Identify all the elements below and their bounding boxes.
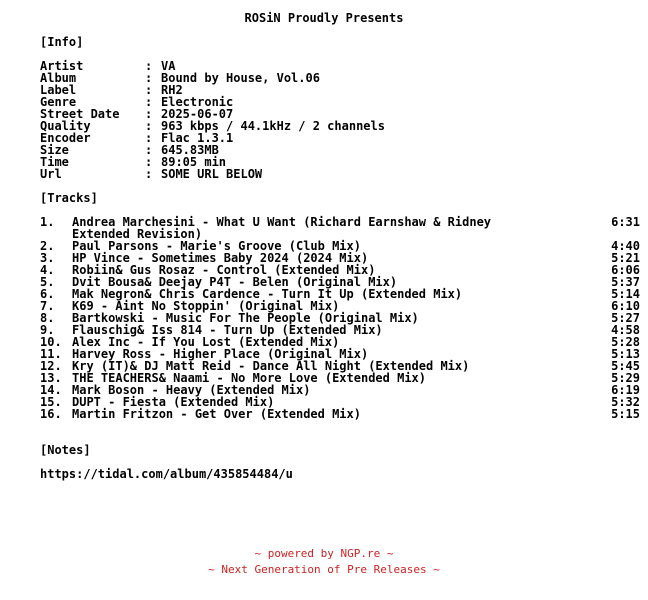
track-title: Kry (IT)& DJ Matt Reid - Dance All Night (Extended Mix) [72, 359, 470, 373]
track-duration: 5:29 [611, 371, 640, 385]
track-duration: 5:15 [611, 407, 640, 421]
track-row: 2. Paul Parsons - Marie's Groove (Club Mix) 4:40 [40, 239, 640, 253]
track-title: Alex Inc - If You Lost (Extended Mix) [72, 335, 340, 349]
info-row-encoder: Encoder : Flac 1.3.1 [40, 131, 234, 145]
track-title: THE TEACHERS& Naami - No More Love (Extended Mix) [72, 371, 427, 385]
track-title: Andrea Marchesini - What U Want (Richard Earnshaw & Ridney [72, 215, 492, 229]
track-title: Dvit Bousa& Deejay P4T - Belen (Original Mix) [72, 275, 398, 289]
track-duration: 5:14 [611, 287, 640, 301]
footer-powered-by: ~ powered by NGP.re ~ [254, 547, 394, 560]
track-row: 3. HP Vince - Sometimes Baby 2024 (2024 Mix) 5:21 [40, 251, 640, 265]
track-row: 1. Andrea Marchesini - What U Want (Richard Earnshaw & Ridney 6:31 [40, 215, 640, 229]
track-duration: 6:19 [611, 383, 640, 397]
track-duration: 5:27 [611, 311, 640, 325]
info-row-url: Url : SOME URL BELOW [40, 167, 263, 181]
track-title: Robiin& Gus Rosaz - Control (Extended Mix) [72, 263, 376, 277]
track-title: Paul Parsons - Marie's Groove (Club Mix) [72, 239, 361, 253]
track-title: DUPT - Fiesta (Extended Mix) [72, 395, 275, 409]
track-title: Flauschig& Iss 814 - Turn Up (Extended Mix) [72, 323, 383, 337]
track-duration: 6:10 [611, 299, 640, 313]
track-duration: 5:32 [611, 395, 640, 409]
info-row-artist: Artist : VA [40, 59, 176, 73]
info-row-label: Label : RH2 [40, 83, 183, 97]
notes-heading: [Notes] [40, 443, 91, 457]
track-duration: 5:28 [611, 335, 640, 349]
track-title: Bartkowski - Music For The People (Original Mix) [72, 311, 419, 325]
track-duration: 5:45 [611, 359, 640, 373]
track-duration: 5:13 [611, 347, 640, 361]
info-row-time: Time : 89:05 min [40, 155, 227, 169]
info-row-album: Album : Bound by House, Vol.06 [40, 71, 320, 85]
tracks-heading: [Tracks] [40, 191, 98, 205]
track-duration: 4:58 [611, 323, 640, 337]
info-section [40, 60, 640, 180]
track-title-continuation: Extended Revision) [72, 227, 203, 241]
track-row: 10. Alex Inc - If You Lost (Extended Mix) 5:28 [40, 335, 640, 349]
info-row-genre: Genre : Electronic [40, 95, 234, 109]
tracklist [40, 216, 640, 420]
track-title: Martin Fritzon - Get Over (Extended Mix) [72, 407, 361, 421]
track-row: 12. Kry (IT)& DJ Matt Reid - Dance All Night (Extended Mix) 5:45 [40, 359, 640, 373]
track-duration: 6:06 [611, 263, 640, 277]
track-duration: 4:40 [611, 239, 640, 253]
track-row: 15. DUPT - Fiesta (Extended Mix) 5:32 [40, 395, 640, 409]
track-row: 13. THE TEACHERS& Naami - No More Love (Extended Mix) 5:29 [40, 371, 640, 385]
track-row: 5. Dvit Bousa& Deejay P4T - Belen (Original Mix) 5:37 [40, 275, 640, 289]
track-title: Harvey Ross - Higher Place (Original Mix) [72, 347, 369, 361]
info-row-street-date: Street Date : 2025-06-07 [40, 107, 234, 121]
info-row-quality: Quality : 963 kbps / 44.1kHz / 2 channels [40, 119, 385, 133]
track-duration: 6:31 [611, 215, 640, 229]
track-duration: 5:37 [611, 275, 640, 289]
track-row: 11. Harvey Ross - Higher Place (Original Mix) 5:13 [40, 347, 640, 361]
track-row: 4. Robiin& Gus Rosaz - Control (Extended Mix) 6:06 [40, 263, 640, 277]
page-title: ROSiN Proudly Presents [244, 11, 404, 25]
footer-tagline: ~ Next Generation of Pre Releases ~ [208, 563, 440, 576]
track-title: K69 - Aint No Stoppin' (Original Mix) [72, 299, 340, 313]
notes-url: https://tidal.com/album/435854484/u [40, 467, 293, 481]
info-heading: [Info] [40, 35, 84, 49]
track-row: 7. K69 - Aint No Stoppin' (Original Mix) 6:10 [40, 299, 640, 313]
track-duration: 5:21 [611, 251, 640, 265]
track-title: Mak Negron& Chris Cardence - Turn It Up (Extended Mix) [72, 287, 463, 301]
track-row: 16. Martin Fritzon - Get Over (Extended Mix) 5:15 [40, 407, 640, 421]
nfo-document [40, 12, 640, 480]
track-row: 14. Mark Boson - Heavy (Extended Mix) 6:19 [40, 383, 640, 397]
info-row-size: Size : 645.83MB [40, 143, 219, 157]
track-title: HP Vince - Sometimes Baby 2024 (2024 Mix) [72, 251, 369, 265]
track-row: 6. Mak Negron& Chris Cardence - Turn It Up (Extended Mix) 5:14 [40, 287, 640, 301]
track-row: 9. Flauschig& Iss 814 - Turn Up (Extended Mix) 4:58 [40, 323, 640, 337]
track-row: 8. Bartkowski - Music For The People (Original Mix) 5:27 [40, 311, 640, 325]
track-title: Mark Boson - Heavy (Extended Mix) [72, 383, 311, 397]
